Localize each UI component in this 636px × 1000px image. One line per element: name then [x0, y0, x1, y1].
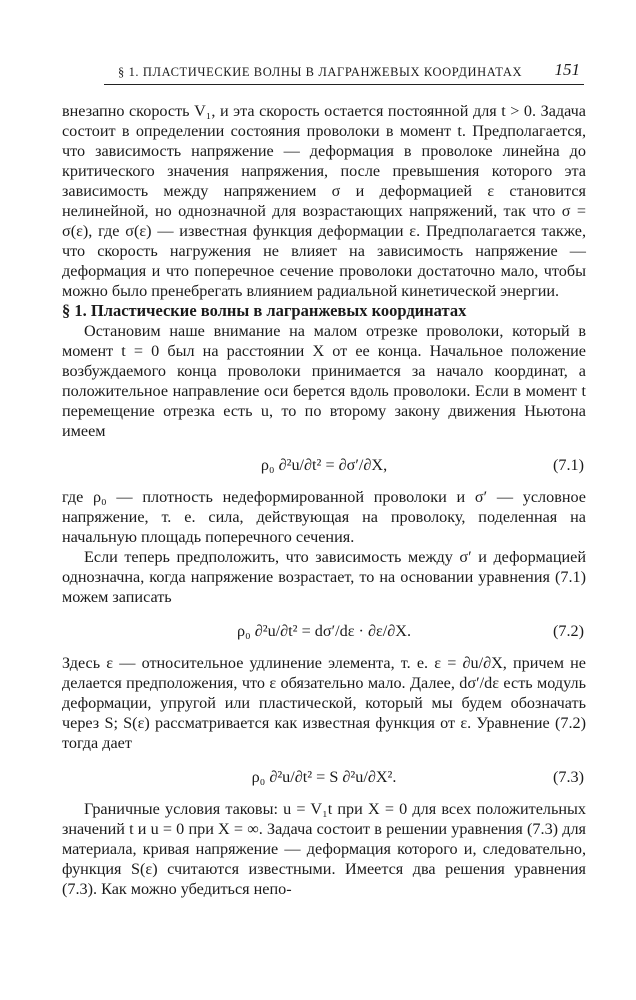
page-number: 151	[554, 60, 580, 79]
paragraph: Граничные условия таковы: u = V₁t при X = 0 для всех положительных значений t и u = 0 при X = ∞. Задача состоит в решении уравнения (7.3) для материала, кривая напряжение — деформация которого и, следовательно, функция S(ε) считаются известными. Имеется два решения уравнения (7.3). Как можно убедиться непо-	[62, 800, 586, 898]
equation-expression: ρ₀ ∂²u/∂t² = dσ′/dε · ∂ε/∂X.	[236, 622, 412, 640]
paragraph: Если теперь предположить, что зависимость между σ′ и деформацией однозначна, когда напряжение возрастает, то на основании уравнения (7.1) можем записать	[62, 548, 586, 606]
page-body	[62, 101, 586, 899]
paragraph: Здесь ε — относительное удлинение элемента, т. е. ε = ∂u/∂X, причем не делается предположения, что ε обязательно мало. Далее, dσ′/dε есть модуль деформации, упругой или пластической, который мы будем обозначать через S; S(ε) рассматривается как известная функция от ε. Уравнение (7.2) тогда дает	[62, 654, 586, 752]
equation-number: (7.2)	[552, 622, 584, 640]
equation-7-2	[62, 621, 586, 641]
intro-paragraph: внезапно скорость V₁, и эта скорость остается постоянной для t > 0. Задача состоит в определении состояния проволоки в момент t. Предполагается, что зависимость напряжение — деформация в проволоке линейна до критического значения напряжения, после превышения которого эта зависимость между напряжением σ и деформацией ε становится нелинейной, но однозначной для возрастающих напряжений, так что σ = σ(ε), где σ(ε) — известная функция деформации ε. Предполагается также, что скорость нагружения не влияет на зависимость напряжение — деформация и что поперечное сечение проволоки достаточно мало, чтобы можно было пренебрегать влиянием радиальной кинетической энергии.	[62, 102, 586, 300]
equation-expression: ρ₀ ∂²u/∂t² = S ∂²u/∂X².	[251, 768, 397, 786]
running-title: § 1. ПЛАСТИЧЕСКИЕ ВОЛНЫ В ЛАГРАНЖЕВЫХ КООРДИНАТАХ	[118, 65, 523, 79]
equation-7-3	[62, 767, 586, 787]
running-header	[104, 62, 584, 85]
equation-7-1	[62, 455, 586, 475]
paragraph: где ρ₀ — плотность недеформированной проволоки и σ′ — условное напряжение, т. е. сила, действующая на проволоку, поделенная на начальную площадь поперечного сечения.	[62, 488, 586, 546]
equation-expression: ρ₀ ∂²u/∂t² = ∂σ′/∂X,	[260, 456, 388, 474]
equation-number: (7.3)	[552, 768, 584, 786]
paragraph: Остановим наше внимание на малом отрезке проволоки, который в момент t = 0 был на расстоянии X от ее конца. Начальное положение возбуждаемого конца проволоки принимается за начало координат, а положительное направление оси берется вдоль проволоки. Если в момент t перемещение отрезка есть u, то по второму закону движения Ньютона имеем	[62, 322, 586, 440]
equation-number: (7.1)	[552, 456, 584, 474]
section-title: § 1. Пластические волны в лагранжевых координатах	[62, 301, 467, 320]
